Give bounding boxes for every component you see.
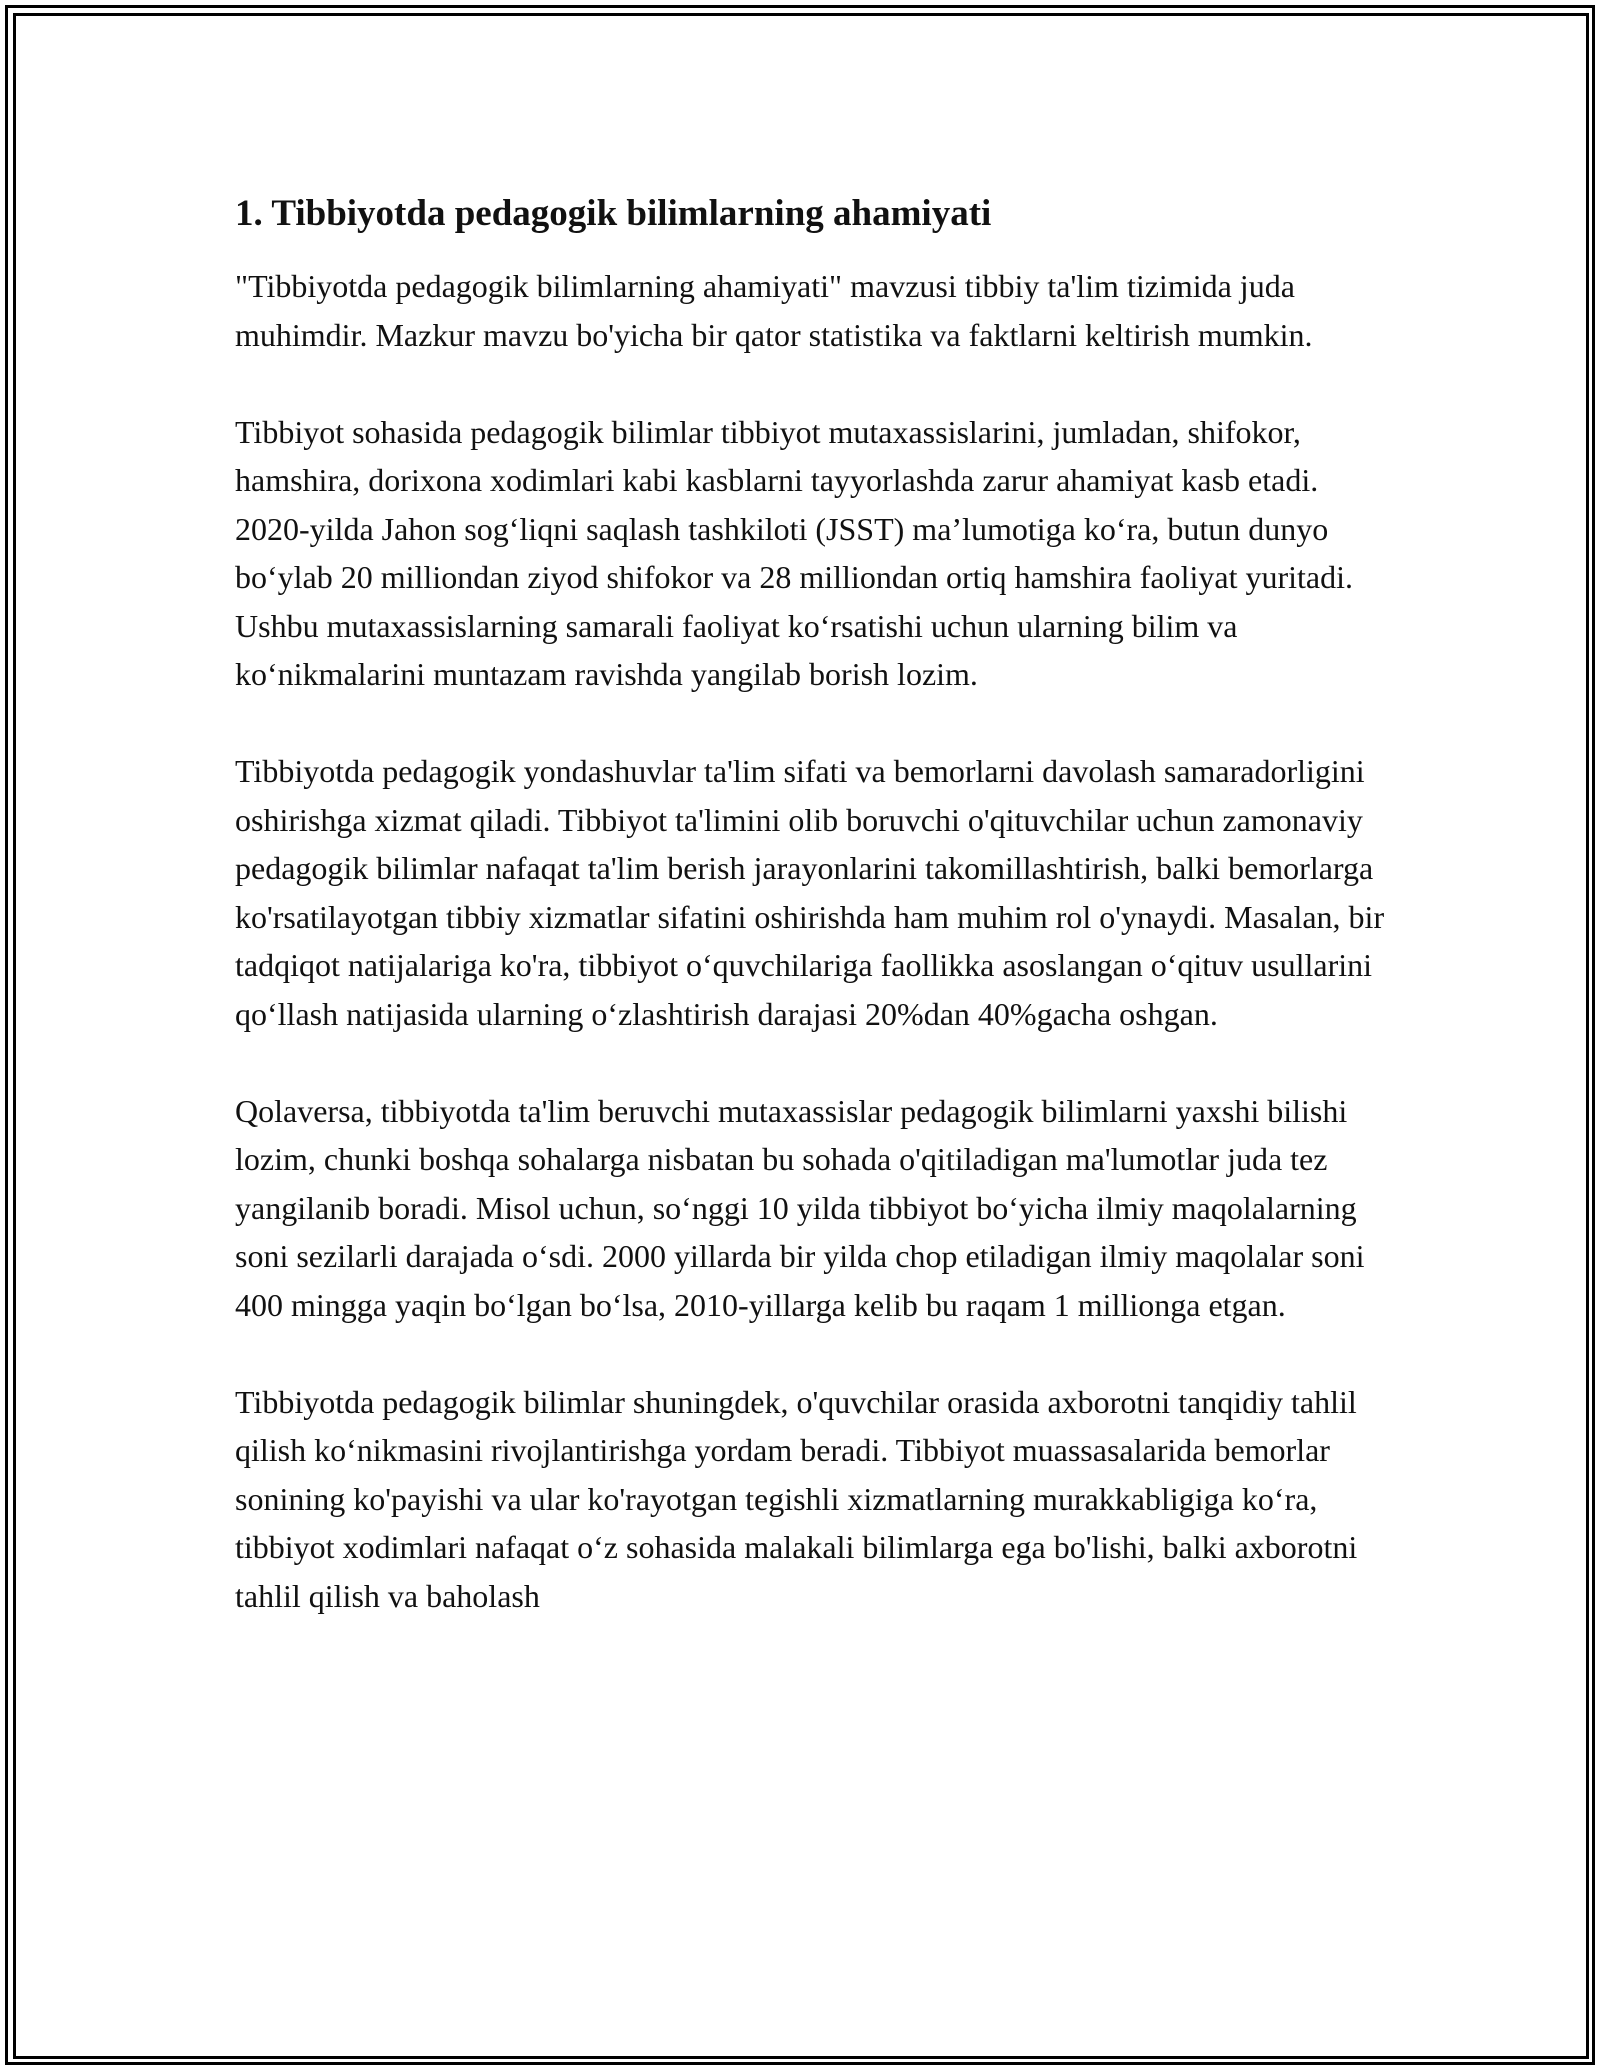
section-heading: 1. Tibbiyotda pedagogik bilimlarning ahamiyati bbox=[235, 193, 992, 234]
paragraph-approaches: Tibbiyotda pedagogik yondashuvlar ta'lim sifati va bemorlarni davolash samaradorligini oshirishga xizmat qiladi. Tibbiyot ta'limini olib boruvchi o'qituvchilar uchun zamonaviy pedagogik bilimlar nafaqat ta'lim berish jarayonlarini takomillashtirish, balki bemorlarga ko'rsatilayotgan tibbiy xizmatlar sifatini oshirishda ham muhim rol o'ynaydi. Masalan, bir tadqiqot natijalariga ko'ra, tibbiyot o‘quvchilariga faollikka asoslangan o‘qituv usullarini qo‘llash natijasida ularning o‘zlashtirish darajasi 20%dan 40%gacha oshgan. bbox=[235, 753, 1385, 1032]
paragraph-critical-analysis: Tibbiyotda pedagogik bilimlar shuningdek, o'quvchilar orasida axborotni tanqidiy tahlil qilish ko‘nikmasini rivojlantirishga yordam beradi. Tibbiyot muassasalarida bemorlar sonining ko'payishi va ular ko'rayotgan tegishli xizmatlarning murakkabligiga ko‘ra, tibbiyot xodimlari nafaqat o‘z sohasida malakali bilimlarga ega bo'lishi, balki axborotni tahlil qilish va baholash bbox=[235, 1383, 1358, 1614]
paragraph-publications: Qolaversa, tibbiyotda ta'lim beruvchi mutaxassislar pedagogik bilimlarni yaxshi bilishi lozim, chunki boshqa sohalarga nisbatan bu sohada o'qitiladigan ma'lumotlar juda tez yangilanib boradi. Misol uchun, so‘nggi 10 yilda tibbiyot bo‘yicha ilmiy maqolalarning soni sezilarli darajada o‘sdi. 2000 yillarda bir yilda chop etiladigan ilmiy maqolalar soni 400 mingga yaqin bo‘lgan bo‘lsa, 2010-yillarga kelib bu raqam 1 millionga etgan. bbox=[235, 1092, 1365, 1323]
paragraph-intro: "Tibbiyotda pedagogik bilimlarning ahamiyati" mavzusi tibbiy ta'lim tizimida juda muhimdir. Mazkur mavzu bo'yicha bir qator statistika va faktlarni keltirish mumkin. bbox=[235, 268, 1313, 353]
paragraph-specialists: Tibbiyot sohasida pedagogik bilimlar tibbiyot mutaxassislarini, jumladan, shifokor, hamshira, dorixona xodimlari kabi kasblarni tayyorlashda zarur ahamiyat kasb etadi. 2020-yilda Jahon sog‘liqni saqlash tashkiloti (JSST) ma’lumotiga ko‘ra, butun dunyo bo‘ylab 20 milliondan ziyod shifokor va 28 milliondan ortiq hamshira faoliyat yuritadi. Ushbu mutaxassislarning samarali faoliyat ko‘rsatishi uchun ularning bilim va ko‘nikmalarini muntazam ravishda yangilab borish lozim. bbox=[235, 413, 1354, 692]
document-body bbox=[235, 188, 1385, 1669]
